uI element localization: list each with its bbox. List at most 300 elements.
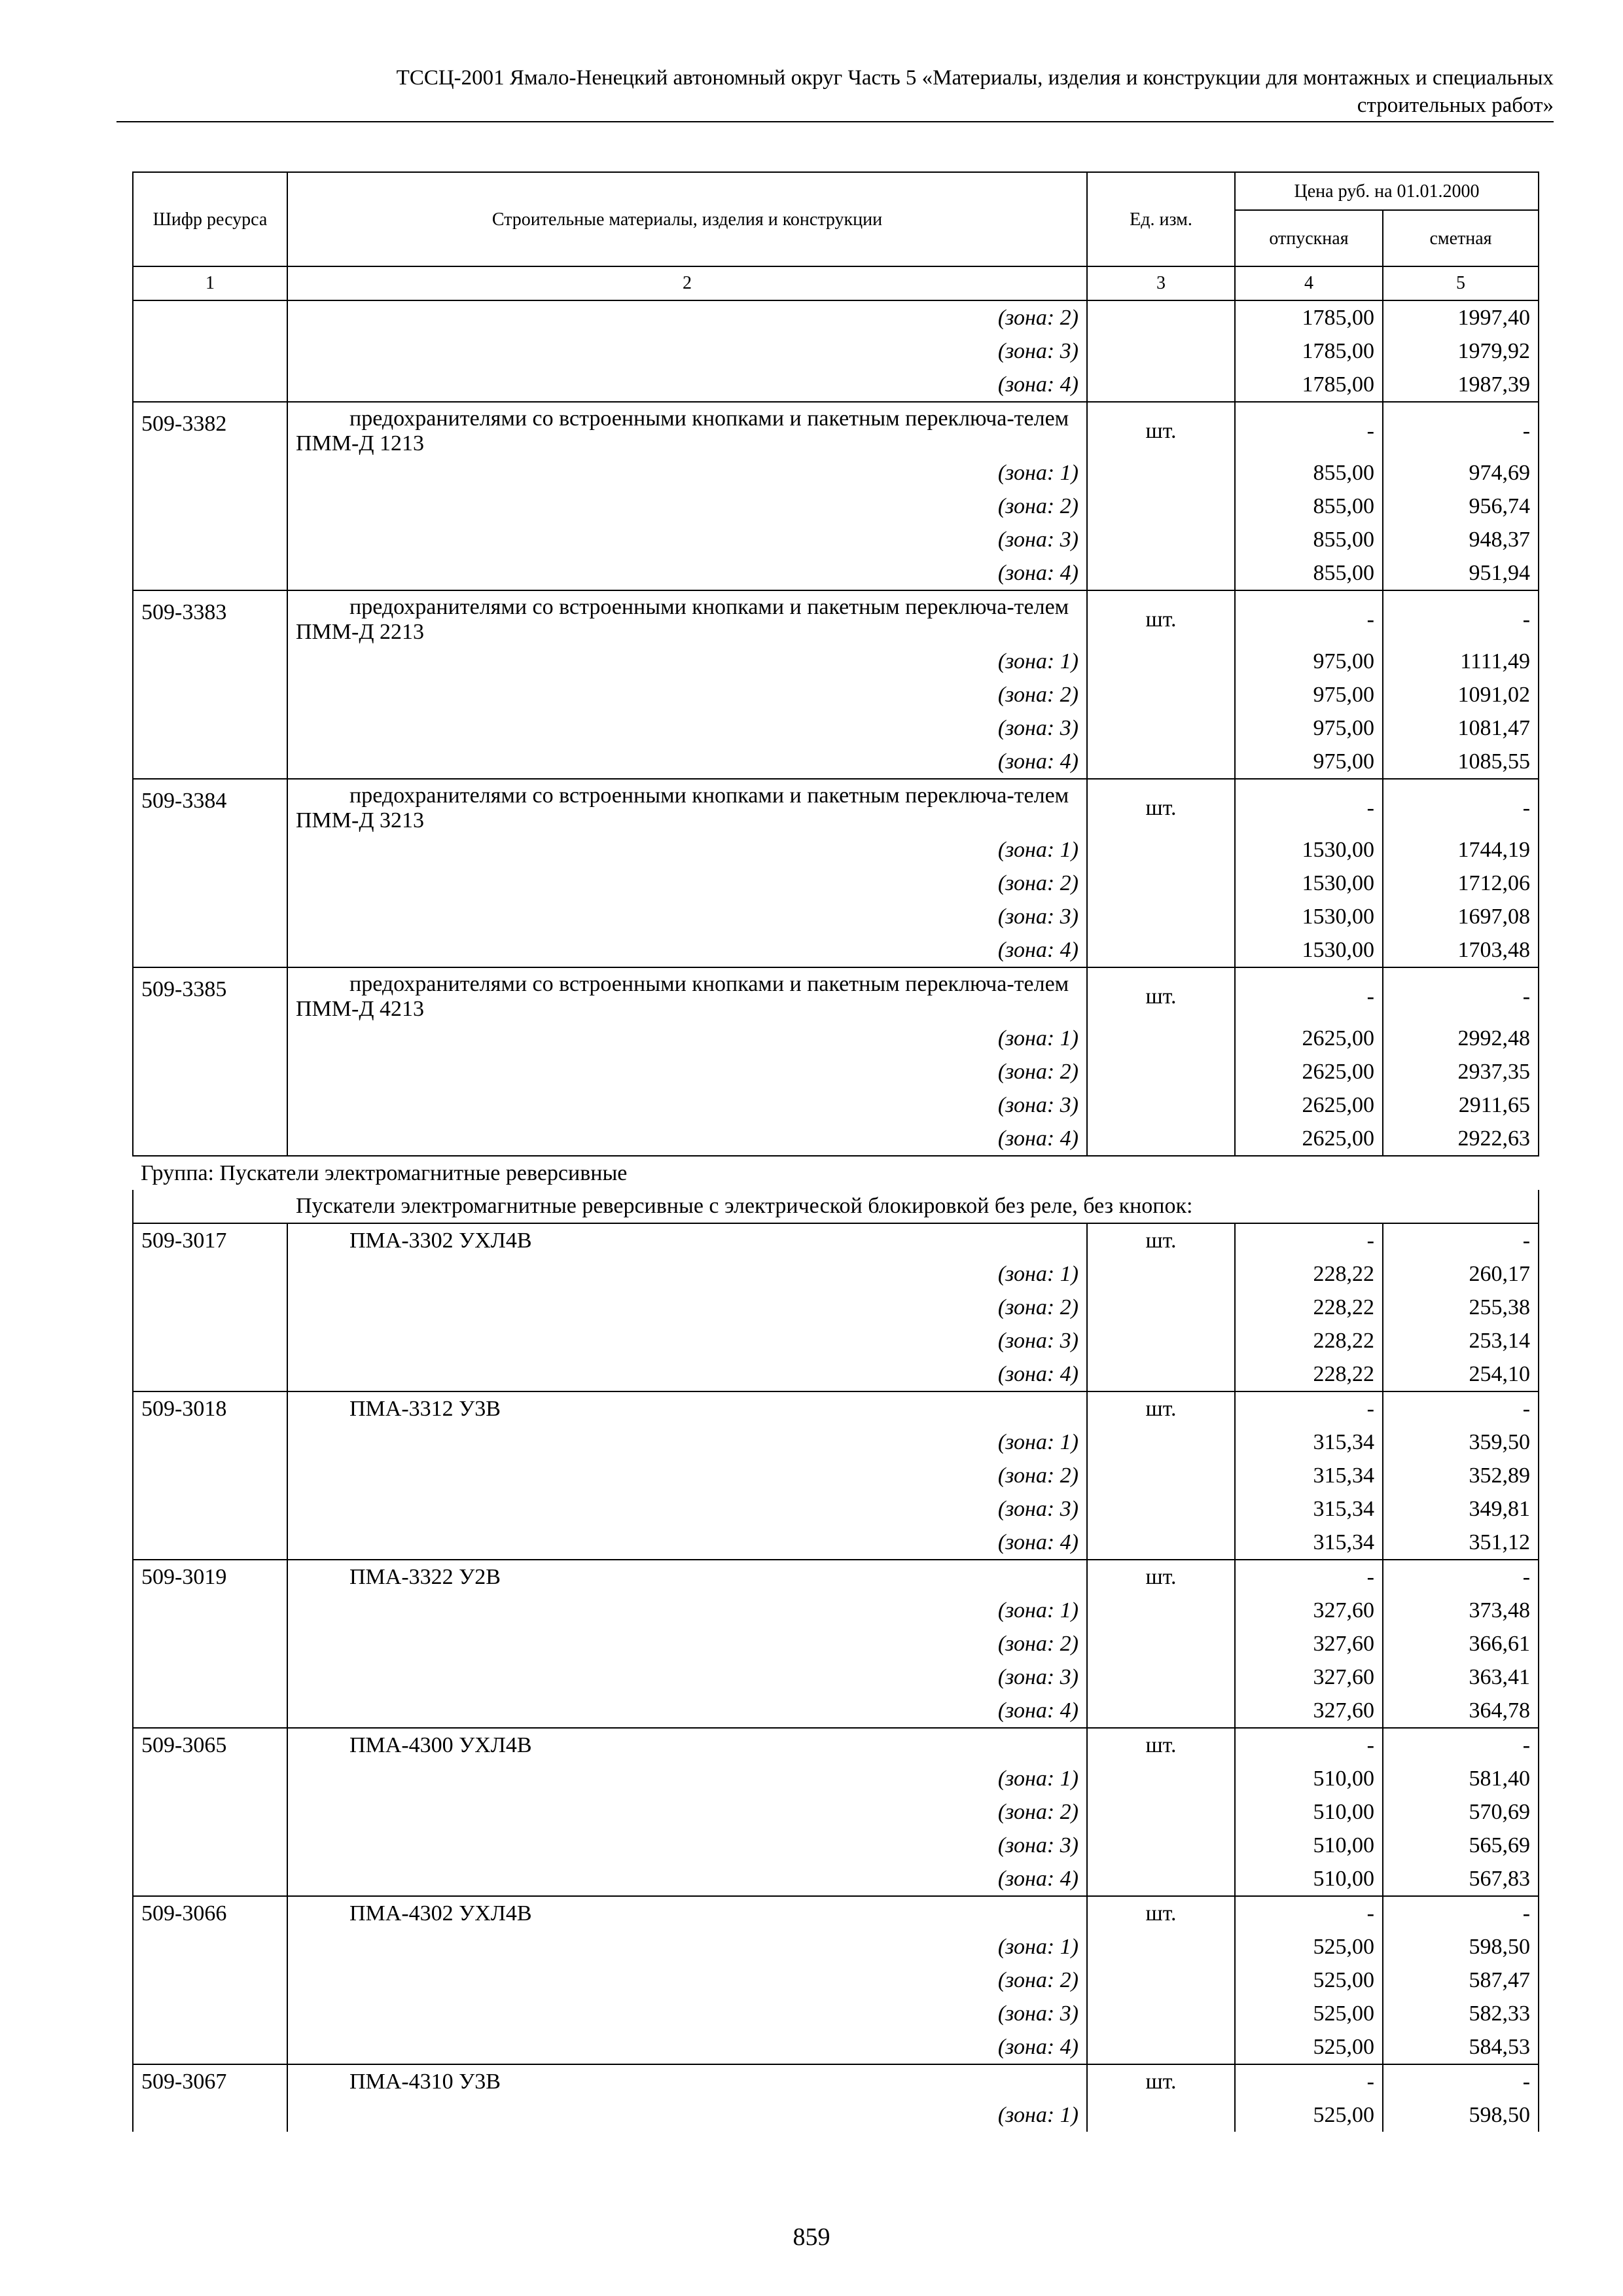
unit-cell: [1087, 711, 1235, 745]
unit-cell: [1087, 1257, 1235, 1291]
release-price: 510,00: [1235, 1862, 1383, 1896]
unit-cell: [1087, 745, 1235, 779]
code-cell: [133, 1492, 287, 1526]
unit-cell: [1087, 2030, 1235, 2064]
estimate-price: 565,69: [1383, 1829, 1539, 1862]
code-cell: [133, 1964, 287, 1997]
release-price: 975,00: [1235, 745, 1383, 779]
estimate-price: 1697,08: [1383, 900, 1539, 933]
estimate-price: 584,53: [1383, 2030, 1539, 2064]
item-name: ПМА-4302 УХЛ4В: [287, 1896, 1087, 1930]
item-row: [133, 590, 1539, 645]
unit-cell: [1087, 456, 1235, 490]
code-cell: [133, 1829, 287, 1862]
zone-row: [133, 490, 1539, 523]
estimate-price: 366,61: [1383, 1627, 1539, 1660]
estimate-price: 2922,63: [1383, 1122, 1539, 1156]
zone-row: [133, 1022, 1539, 1055]
estimate-price: -: [1383, 1896, 1539, 1930]
release-price: 525,00: [1235, 1997, 1383, 2030]
release-price: 2625,00: [1235, 1022, 1383, 1055]
code-cell: [133, 1930, 287, 1964]
zone-row: [133, 1964, 1539, 1997]
unit-cell: [1087, 645, 1235, 678]
unit-cell: шт.: [1087, 1896, 1235, 1930]
estimate-price: 254,10: [1383, 1357, 1539, 1391]
code-cell: [133, 1324, 287, 1357]
zone-label: (зона: 4): [287, 2030, 1087, 2064]
unit-cell: [1087, 523, 1235, 556]
code-cell: [133, 1997, 287, 2030]
unit-cell: [1087, 1022, 1235, 1055]
zone-label: (зона: 1): [287, 1762, 1087, 1795]
unit-cell: [1087, 1324, 1235, 1357]
zone-row: [133, 456, 1539, 490]
item-row: [133, 2064, 1539, 2098]
code-cell: [133, 1660, 287, 1694]
item-description: предохранителями со встроенными кнопками и пакетным переключа-телем ПММ-Д 1213: [287, 402, 1087, 456]
price-table-body: [133, 172, 1539, 2132]
release-price: 327,60: [1235, 1694, 1383, 1728]
zone-label: (зона: 2): [287, 1291, 1087, 1324]
zone-label: (зона: 3): [287, 1829, 1087, 1862]
release-price: -: [1235, 1560, 1383, 1594]
estimate-price: 1091,02: [1383, 678, 1539, 711]
estimate-price: 1085,55: [1383, 745, 1539, 779]
code-cell: [133, 2098, 287, 2132]
page-number: 859: [793, 2223, 830, 2251]
release-price: -: [1235, 779, 1383, 833]
release-price: 855,00: [1235, 490, 1383, 523]
estimate-price: 570,69: [1383, 1795, 1539, 1829]
estimate-price: 1712,06: [1383, 867, 1539, 900]
zone-label: (зона: 3): [287, 900, 1087, 933]
zone-row: [133, 1526, 1539, 1560]
column-number: 4: [1235, 266, 1383, 300]
code-cell: [133, 1088, 287, 1122]
estimate-price: -: [1383, 1560, 1539, 1594]
estimate-price: 1979,92: [1383, 334, 1539, 368]
unit-cell: [1087, 1930, 1235, 1964]
code-cell: [133, 556, 287, 590]
unit-cell: [1087, 900, 1235, 933]
column-header-estimate: сметная: [1383, 210, 1539, 266]
item-name: ПМА-3322 У2В: [287, 1560, 1087, 1594]
release-price: 975,00: [1235, 645, 1383, 678]
table-header-row: [133, 172, 1539, 210]
release-price: -: [1235, 1391, 1383, 1426]
item-description: предохранителями со встроенными кнопками и пакетным переключа-телем ПММ-Д 2213: [287, 590, 1087, 645]
item-row: [133, 1391, 1539, 1426]
running-header-line2: строительных работ»: [1357, 94, 1554, 117]
zone-label: (зона: 1): [287, 1930, 1087, 1964]
release-price: 315,34: [1235, 1526, 1383, 1560]
zone-label: (зона: 4): [287, 1526, 1087, 1560]
zone-row: [133, 556, 1539, 590]
zone-label: (зона: 3): [287, 1492, 1087, 1526]
unit-cell: [1087, 1357, 1235, 1391]
zone-row: [133, 645, 1539, 678]
zone-row: [133, 1357, 1539, 1391]
group-title: Группа: Пускатели электромагнитные реверсивные: [141, 1161, 628, 1185]
resource-code: 509-3066: [133, 1896, 287, 1930]
zone-label: (зона: 1): [287, 456, 1087, 490]
unit-cell: [1087, 1694, 1235, 1728]
resource-code: 509-3067: [133, 2064, 287, 2098]
release-price: -: [1235, 967, 1383, 1022]
resource-code: 509-3384: [133, 779, 287, 833]
item-row: [133, 1896, 1539, 1930]
zone-label: (зона: 1): [287, 645, 1087, 678]
item-row: [133, 1728, 1539, 1762]
column-number-row: [133, 266, 1539, 300]
code-cell: [133, 745, 287, 779]
item-row: [133, 779, 1539, 833]
unit-cell: [1087, 2098, 1235, 2132]
release-price: 1785,00: [1235, 368, 1383, 402]
code-cell: [133, 1257, 287, 1291]
release-price: 315,34: [1235, 1492, 1383, 1526]
item-name: ПМА-3312 У3В: [287, 1391, 1087, 1426]
estimate-price: 352,89: [1383, 1459, 1539, 1492]
unit-cell: [1087, 1526, 1235, 1560]
resource-code: 509-3385: [133, 967, 287, 1022]
estimate-price: 364,78: [1383, 1694, 1539, 1728]
unit-cell: [1087, 867, 1235, 900]
estimate-price: 359,50: [1383, 1426, 1539, 1459]
column-header-code: Шифр ресурса: [133, 172, 287, 266]
estimate-price: 260,17: [1383, 1257, 1539, 1291]
release-price: 975,00: [1235, 678, 1383, 711]
zone-label: (зона: 3): [287, 1088, 1087, 1122]
zone-label: (зона: 4): [287, 1862, 1087, 1896]
estimate-price: 974,69: [1383, 456, 1539, 490]
estimate-price: -: [1383, 1728, 1539, 1762]
column-number: 1: [133, 266, 287, 300]
group-subtitle-row: [133, 1190, 1539, 1223]
release-price: 315,34: [1235, 1426, 1383, 1459]
release-price: 2625,00: [1235, 1122, 1383, 1156]
release-price: 1785,00: [1235, 300, 1383, 334]
estimate-price: -: [1383, 590, 1539, 645]
zone-row: [133, 933, 1539, 967]
release-price: 327,60: [1235, 1627, 1383, 1660]
code-cell: [133, 2030, 287, 2064]
unit-cell: [1087, 300, 1235, 334]
zone-label: (зона: 2): [287, 300, 1087, 334]
unit-cell: [1087, 1459, 1235, 1492]
code-cell: [133, 368, 287, 402]
zone-row: [133, 2030, 1539, 2064]
estimate-price: 1703,48: [1383, 933, 1539, 967]
estimate-price: 1997,40: [1383, 300, 1539, 334]
zone-label: (зона: 2): [287, 1627, 1087, 1660]
release-price: 855,00: [1235, 456, 1383, 490]
release-price: -: [1235, 402, 1383, 456]
zone-row: [133, 678, 1539, 711]
unit-cell: [1087, 1997, 1235, 2030]
code-cell: [133, 1694, 287, 1728]
zone-row: [133, 1257, 1539, 1291]
unit-cell: [1087, 1829, 1235, 1862]
unit-cell: [1087, 1762, 1235, 1795]
column-number: 3: [1087, 266, 1235, 300]
unit-cell: [1087, 1426, 1235, 1459]
item-row: [133, 967, 1539, 1022]
unit-cell: [1087, 933, 1235, 967]
code-cell: [133, 1055, 287, 1088]
running-header: [116, 64, 1554, 119]
code-cell: [133, 1594, 287, 1627]
code-cell: [133, 523, 287, 556]
unit-cell: [1087, 1660, 1235, 1694]
estimate-price: 598,50: [1383, 2098, 1539, 2132]
zone-row: [133, 1627, 1539, 1660]
zone-label: (зона: 2): [287, 678, 1087, 711]
column-header-unit: Ед. изм.: [1087, 172, 1235, 266]
release-price: 975,00: [1235, 711, 1383, 745]
estimate-price: 598,50: [1383, 1930, 1539, 1964]
unit-cell: [1087, 1055, 1235, 1088]
estimate-price: 351,12: [1383, 1526, 1539, 1560]
zone-label: (зона: 2): [287, 1459, 1087, 1492]
zone-label: (зона: 4): [287, 745, 1087, 779]
code-cell: [133, 645, 287, 678]
release-price: 525,00: [1235, 1930, 1383, 1964]
zone-row: [133, 900, 1539, 933]
estimate-price: 582,33: [1383, 1997, 1539, 2030]
resource-code: 509-3019: [133, 1560, 287, 1594]
unit-cell: [1087, 1291, 1235, 1324]
zone-label: (зона: 2): [287, 490, 1087, 523]
unit-cell: [1087, 368, 1235, 402]
code-cell: [133, 1122, 287, 1156]
estimate-price: 363,41: [1383, 1660, 1539, 1694]
unit-cell: шт.: [1087, 1560, 1235, 1594]
zone-label: (зона: 2): [287, 867, 1087, 900]
item-name: ПМА-4310 У3В: [287, 2064, 1087, 2098]
release-price: 2625,00: [1235, 1088, 1383, 1122]
group-subtitle: Пускатели электромагнитные реверсивные с электрической блокировкой без реле, без кнопок:: [133, 1190, 1539, 1223]
unit-cell: [1087, 1594, 1235, 1627]
item-row: [133, 1560, 1539, 1594]
code-cell: [133, 1426, 287, 1459]
release-price: 228,22: [1235, 1257, 1383, 1291]
zone-row: [133, 1930, 1539, 1964]
zone-row: [133, 334, 1539, 368]
item-row: [133, 402, 1539, 456]
release-price: 1785,00: [1235, 334, 1383, 368]
estimate-price: 951,94: [1383, 556, 1539, 590]
unit-cell: [1087, 1862, 1235, 1896]
release-price: 327,60: [1235, 1660, 1383, 1694]
release-price: 855,00: [1235, 523, 1383, 556]
estimate-price: 567,83: [1383, 1862, 1539, 1896]
unit-cell: шт.: [1087, 967, 1235, 1022]
release-price: 315,34: [1235, 1459, 1383, 1492]
item-description: предохранителями со встроенными кнопками и пакетным переключа-телем ПММ-Д 3213: [287, 779, 1087, 833]
zone-row: [133, 1088, 1539, 1122]
code-cell: [133, 867, 287, 900]
resource-code: 509-3017: [133, 1223, 287, 1257]
zone-label: (зона: 3): [287, 1324, 1087, 1357]
unit-cell: [1087, 1964, 1235, 1997]
item-description: предохранителями со встроенными кнопками и пакетным переключа-телем ПММ-Д 4213: [287, 967, 1087, 1022]
estimate-price: 956,74: [1383, 490, 1539, 523]
zone-label: (зона: 1): [287, 833, 1087, 867]
zone-label: (зона: 3): [287, 711, 1087, 745]
column-header-price-group: Цена руб. на 01.01.2000: [1235, 172, 1539, 210]
estimate-price: 2937,35: [1383, 1055, 1539, 1088]
release-price: 1530,00: [1235, 933, 1383, 967]
group-row: [133, 1156, 1539, 1190]
zone-label: (зона: 4): [287, 368, 1087, 402]
zone-row: [133, 1324, 1539, 1357]
zone-label: (зона: 1): [287, 1257, 1087, 1291]
estimate-price: 349,81: [1383, 1492, 1539, 1526]
release-price: 228,22: [1235, 1357, 1383, 1391]
unit-cell: [1087, 1088, 1235, 1122]
estimate-price: -: [1383, 967, 1539, 1022]
zone-row: [133, 1997, 1539, 2030]
zone-row: [133, 745, 1539, 779]
estimate-price: 1081,47: [1383, 711, 1539, 745]
estimate-price: 373,48: [1383, 1594, 1539, 1627]
code-cell: [133, 456, 287, 490]
estimate-price: 253,14: [1383, 1324, 1539, 1357]
release-price: 327,60: [1235, 1594, 1383, 1627]
zone-row: [133, 368, 1539, 402]
zone-label: (зона: 2): [287, 1055, 1087, 1088]
code-cell: [133, 900, 287, 933]
zone-label: (зона: 1): [287, 1426, 1087, 1459]
zone-label: (зона: 1): [287, 1594, 1087, 1627]
code-cell: [133, 1357, 287, 1391]
unit-cell: [1087, 1492, 1235, 1526]
unit-cell: [1087, 556, 1235, 590]
price-table: [132, 171, 1539, 2132]
zone-row: [133, 711, 1539, 745]
unit-cell: шт.: [1087, 590, 1235, 645]
estimate-price: 1111,49: [1383, 645, 1539, 678]
code-cell: [133, 300, 287, 334]
zone-row: [133, 1426, 1539, 1459]
zone-label: (зона: 3): [287, 1660, 1087, 1694]
release-price: 1530,00: [1235, 833, 1383, 867]
release-price: 1530,00: [1235, 867, 1383, 900]
zone-label: (зона: 4): [287, 556, 1087, 590]
code-cell: [133, 933, 287, 967]
release-price: 510,00: [1235, 1829, 1383, 1862]
code-cell: [133, 1526, 287, 1560]
release-price: 228,22: [1235, 1324, 1383, 1357]
code-cell: [133, 1862, 287, 1896]
release-price: -: [1235, 1728, 1383, 1762]
zone-row: [133, 867, 1539, 900]
code-cell: [133, 1762, 287, 1795]
estimate-price: 581,40: [1383, 1762, 1539, 1795]
resource-code: 509-3383: [133, 590, 287, 645]
estimate-price: -: [1383, 402, 1539, 456]
zone-label: (зона: 1): [287, 1022, 1087, 1055]
estimate-price: 255,38: [1383, 1291, 1539, 1324]
item-name: ПМА-4300 УХЛ4В: [287, 1728, 1087, 1762]
release-price: 510,00: [1235, 1795, 1383, 1829]
zone-label: (зона: 2): [287, 1795, 1087, 1829]
code-cell: [133, 833, 287, 867]
zone-label: (зона: 3): [287, 1997, 1087, 2030]
estimate-price: -: [1383, 1223, 1539, 1257]
zone-row: [133, 1862, 1539, 1896]
code-cell: [133, 1795, 287, 1829]
zone-row: [133, 1762, 1539, 1795]
unit-cell: шт.: [1087, 402, 1235, 456]
zone-label: (зона: 4): [287, 1357, 1087, 1391]
zone-row: [133, 833, 1539, 867]
release-price: 2625,00: [1235, 1055, 1383, 1088]
zone-row: [133, 1055, 1539, 1088]
zone-label: (зона: 1): [287, 2098, 1087, 2132]
code-cell: [133, 1459, 287, 1492]
release-price: -: [1235, 590, 1383, 645]
estimate-price: 1744,19: [1383, 833, 1539, 867]
unit-cell: [1087, 1122, 1235, 1156]
zone-row: [133, 2098, 1539, 2132]
release-price: 525,00: [1235, 1964, 1383, 1997]
column-header-name: Строительные материалы, изделия и конструкции: [287, 172, 1087, 266]
item-row: [133, 1223, 1539, 1257]
release-price: 855,00: [1235, 556, 1383, 590]
estimate-price: -: [1383, 779, 1539, 833]
column-header-release: отпускная: [1235, 210, 1383, 266]
code-cell: [133, 678, 287, 711]
release-price: 228,22: [1235, 1291, 1383, 1324]
column-number: 2: [287, 266, 1087, 300]
zone-row: [133, 1122, 1539, 1156]
zone-label: (зона: 2): [287, 1964, 1087, 1997]
estimate-price: 948,37: [1383, 523, 1539, 556]
release-price: -: [1235, 1223, 1383, 1257]
zone-row: [133, 1694, 1539, 1728]
unit-cell: шт.: [1087, 1391, 1235, 1426]
unit-cell: шт.: [1087, 1728, 1235, 1762]
zone-row: [133, 1795, 1539, 1829]
unit-cell: шт.: [1087, 1223, 1235, 1257]
unit-cell: шт.: [1087, 779, 1235, 833]
zone-row: [133, 523, 1539, 556]
release-price: -: [1235, 2064, 1383, 2098]
header-rule: [116, 121, 1554, 122]
unit-cell: [1087, 1627, 1235, 1660]
running-header-line1: ТССЦ-2001 Ямало-Ненецкий автономный округ Часть 5 «Материалы, изделия и конструкции для монтажных и специальных: [396, 66, 1554, 90]
unit-cell: [1087, 490, 1235, 523]
estimate-price: 2992,48: [1383, 1022, 1539, 1055]
zone-label: (зона: 3): [287, 523, 1087, 556]
estimate-price: 587,47: [1383, 1964, 1539, 1997]
release-price: -: [1235, 1896, 1383, 1930]
resource-code: 509-3065: [133, 1728, 287, 1762]
code-cell: [133, 490, 287, 523]
release-price: 525,00: [1235, 2098, 1383, 2132]
resource-code: 509-3018: [133, 1391, 287, 1426]
zone-row: [133, 1594, 1539, 1627]
unit-cell: [1087, 1795, 1235, 1829]
zone-row: [133, 1829, 1539, 1862]
item-name: ПМА-3302 УХЛ4В: [287, 1223, 1087, 1257]
zone-row: [133, 300, 1539, 334]
zone-row: [133, 1291, 1539, 1324]
zone-row: [133, 1492, 1539, 1526]
